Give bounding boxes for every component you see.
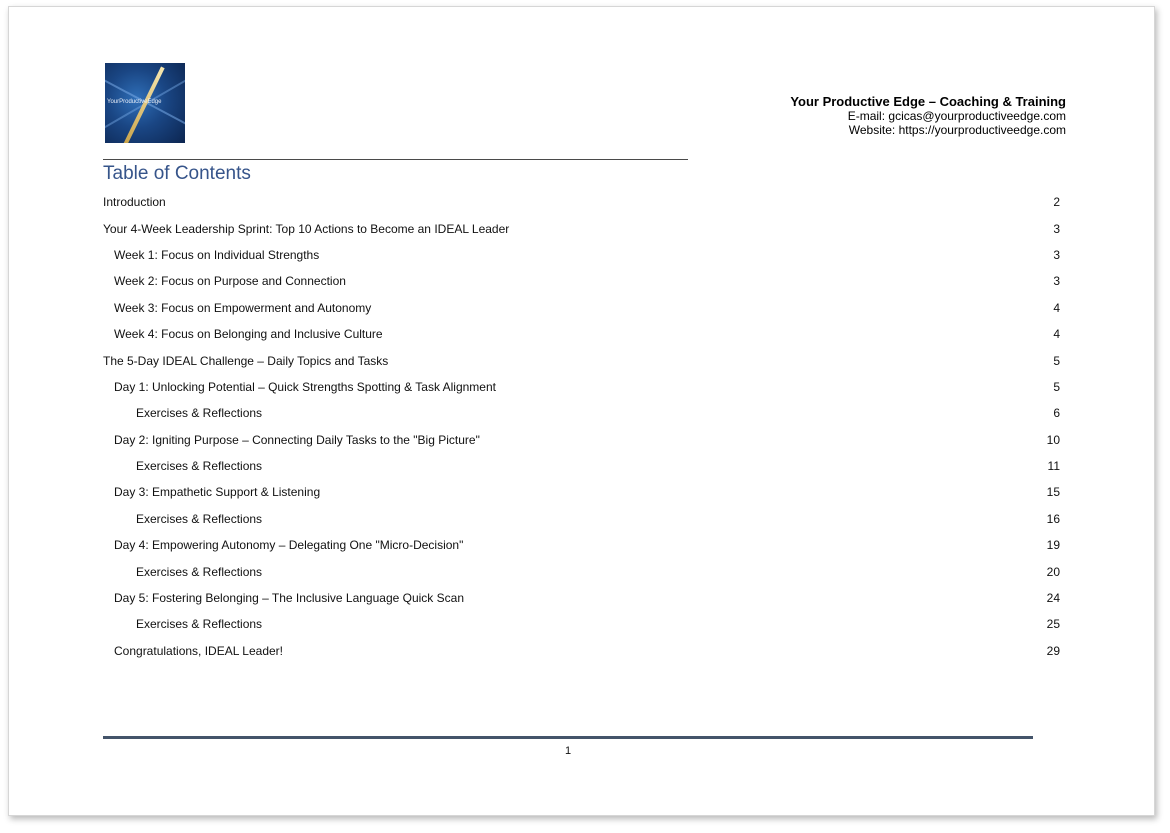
toc-entry-page: 3 [1053,247,1060,262]
toc-entry-week-2[interactable] [103,268,1060,294]
toc-entry-week-1[interactable] [103,242,1060,268]
toc-entry-page: 3 [1053,274,1060,289]
toc-entry-text: Exercises & Reflections [136,617,263,632]
toc-entry-text: Your 4-Week Leadership Sprint: Top 10 Actions to Become an IDEAL Leader [103,221,510,236]
toc-title: Table of Contents [103,163,251,184]
toc-entry-page: 11 [1047,459,1060,474]
toc-entry-text: Day 2: Igniting Purpose – Connecting Daily Tasks to the "Big Picture" [114,432,480,447]
toc-entry-text: Day 3: Empathetic Support & Listening [114,485,321,500]
company-email: E-mail: gcicas@yourproductiveedge.com [847,109,1066,123]
toc-entry-page: 29 [1046,643,1060,658]
toc-entry-text: Congratulations, IDEAL Leader! [114,643,283,658]
toc-entry-congratulations[interactable] [103,638,1060,664]
toc-entry-text: Week 3: Focus on Empowerment and Autonomy [114,300,372,315]
toc-entry-day-1[interactable] [103,374,1060,400]
toc-entry-day-3-exercises[interactable] [103,506,1060,532]
toc-entry-day-2[interactable] [103,427,1060,453]
company-website: Website: https://yourproductiveedge.com [848,123,1066,137]
toc-entry-day-4[interactable] [103,532,1060,558]
toc-entry-page: 10 [1046,432,1060,447]
toc-entry-day-1-exercises[interactable] [103,400,1060,426]
logo-text: YourProductiveEdge [107,99,162,105]
toc-entry-page: 24 [1046,591,1060,606]
toc-entry-page: 15 [1046,485,1060,500]
toc-entry-text: Week 4: Focus on Belonging and Inclusive Culture [114,327,383,342]
toc-entry-page: 19 [1046,538,1060,553]
toc-entry-day-5[interactable] [103,585,1060,611]
toc-entry-text: The 5-Day IDEAL Challenge – Daily Topics and Tasks [103,353,389,368]
company-contact-block [790,94,1066,137]
toc-entry-text: Exercises & Reflections [136,564,263,579]
toc-entry-page: 25 [1046,617,1060,632]
document-page [8,6,1155,816]
toc-entry-text: Day 4: Empowering Autonomy – Delegating One "Micro-Decision" [114,538,464,553]
toc-entry-week-4[interactable] [103,321,1060,347]
toc-entry-5-day-challenge[interactable] [103,347,1060,373]
toc-entry-page: 5 [1053,379,1060,394]
footer-page-number: 1 [564,745,572,757]
toc-entry-page: 4 [1053,327,1060,342]
footer-divider [103,736,1033,739]
table-of-contents [103,189,1060,664]
company-name: Your Productive Edge – Coaching & Training [790,94,1066,109]
toc-entry-page: 20 [1046,564,1060,579]
toc-entry-text: Introduction [103,195,166,210]
toc-entry-page: 16 [1046,511,1060,526]
toc-entry-day-5-exercises[interactable] [103,611,1060,637]
toc-entry-text: Exercises & Reflections [136,511,263,526]
toc-entry-leadership-sprint[interactable] [103,215,1060,241]
toc-entry-page: 5 [1053,353,1060,368]
company-logo [105,63,185,143]
toc-entry-day-4-exercises[interactable] [103,558,1060,584]
toc-entry-text: Exercises & Reflections [136,459,263,474]
toc-entry-text: Week 2: Focus on Purpose and Connection [114,274,346,289]
toc-entry-text: Week 1: Focus on Individual Strengths [114,247,320,262]
toc-entry-page: 2 [1053,195,1060,210]
toc-entry-text: Day 1: Unlocking Potential – Quick Strengths Spotting & Task Alignment [114,379,496,394]
header-divider [103,159,688,160]
toc-entry-week-3[interactable] [103,295,1060,321]
toc-entry-page: 3 [1053,221,1060,236]
toc-entry-page: 6 [1053,406,1060,421]
toc-entry-day-3[interactable] [103,479,1060,505]
toc-entry-text: Day 5: Fostering Belonging – The Inclusive Language Quick Scan [114,591,464,606]
toc-entry-page: 4 [1053,300,1060,315]
toc-entry-day-2-exercises[interactable] [103,453,1060,479]
toc-entry-text: Exercises & Reflections [136,406,263,421]
toc-entry-introduction[interactable] [103,189,1060,215]
